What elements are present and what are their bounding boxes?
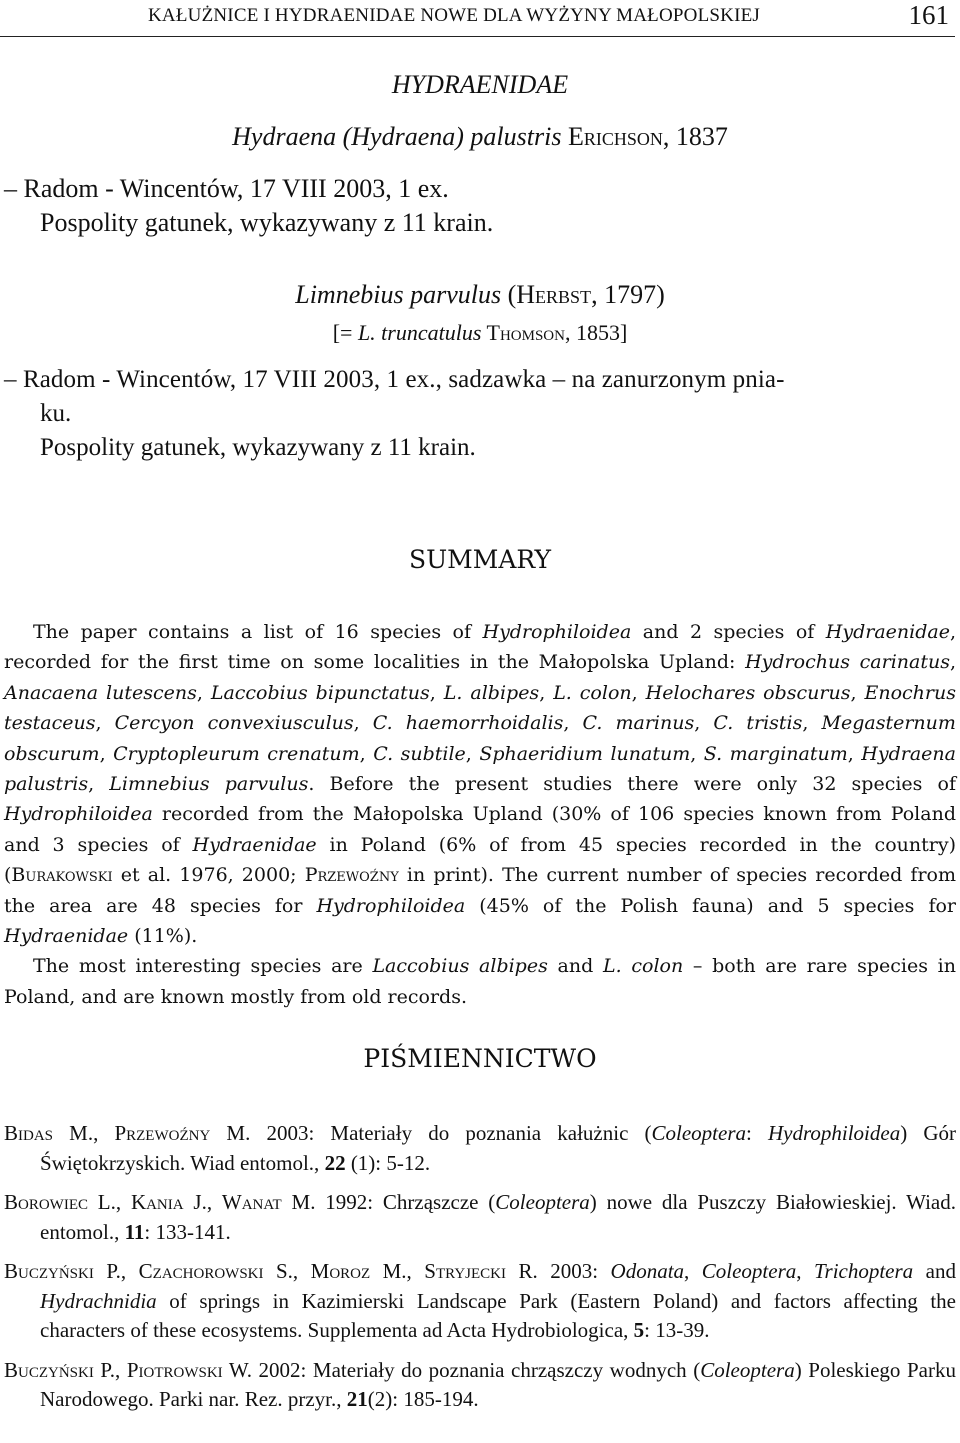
reference-item — [4, 1188, 956, 1247]
summary-text-run: , — [429, 681, 444, 704]
taxon-name: L. albipes — [443, 681, 540, 704]
running-header — [0, 0, 955, 37]
taxon-name: Laccobius bipunctatus — [210, 681, 430, 704]
ref-volume: 11 — [124, 1219, 145, 1244]
ref-text: 2002: Materiały do poznania chrząszczy wodnych ( — [251, 1357, 701, 1382]
summary-text-run: , — [850, 681, 865, 704]
summary-text-run: , — [196, 681, 211, 704]
ref-initials: R. — [505, 1259, 538, 1283]
ref-initials: S., — [263, 1259, 311, 1283]
ref-author: Przewoźny — [114, 1121, 211, 1145]
ref-initials: M. — [281, 1190, 316, 1214]
species-1-title — [0, 122, 960, 152]
ref-author: Borowiec — [4, 1190, 88, 1214]
summary-text-run: , — [694, 712, 714, 735]
summary-text-run: , recorded for the first time on some localities in the Małopolska Upland: — [4, 621, 956, 674]
summary-text-run: , — [359, 742, 374, 765]
ref-volume: 5 — [633, 1318, 645, 1342]
ref-text: (1): 5-12. — [345, 1150, 431, 1175]
ref-author: Buczyński — [4, 1357, 94, 1382]
ref-author: Buczyński — [4, 1259, 94, 1283]
taxon-name: Hydrochus carinatus — [745, 651, 950, 674]
species-2-title — [0, 280, 960, 310]
taxon-name: Megasternum obscurum — [4, 712, 956, 765]
ref-text: 1992: Chrząszcze ( — [315, 1190, 496, 1214]
taxon-name: C. subtile — [373, 742, 466, 765]
reference-item — [4, 1119, 956, 1178]
summary-text-run: recorded from the Małopolska Upland (30% of 106 species known from Poland and 3 species of — [4, 803, 956, 856]
ref-initials: P., — [93, 1259, 139, 1283]
ref-taxon: Coleoptera — [495, 1190, 590, 1214]
taxon-name: Hydraenidae — [4, 925, 129, 948]
summary-text-run: , — [465, 742, 480, 765]
ref-taxon: Coleoptera — [700, 1357, 795, 1382]
taxon-name: Hydraenidae — [825, 621, 950, 643]
summary-text-run: , — [802, 712, 822, 735]
summary-text-run: (11%). — [128, 925, 198, 948]
ref-text: ) Gór Świętokrzyskich. Wiad entomol., — [40, 1121, 956, 1175]
ref-author: Bidas — [4, 1121, 54, 1145]
family-name: HYDRAENIDAE — [391, 70, 569, 99]
summary-text-run: , — [88, 773, 110, 796]
species-2-record-line-2: ku. — [40, 400, 72, 427]
summary-text-run: , — [353, 712, 373, 735]
summary-text-run: , — [847, 742, 862, 765]
references-heading: PIŚMIENNICTWO — [363, 1044, 597, 1073]
taxon-name: Enochrus testaceus — [4, 681, 956, 735]
ref-author: Moroz — [310, 1259, 371, 1283]
taxon-name: Hydrophiloidea — [4, 803, 153, 826]
summary-text-run: (45% of the Polish fauna) and 5 species for — [465, 894, 956, 917]
ref-initials: M. — [210, 1121, 251, 1145]
taxon-name: Limnebius parvulus — [109, 773, 309, 796]
synonym-close: , 1853] — [564, 320, 628, 345]
taxon-name: Hydrophiloidea — [482, 621, 632, 643]
ref-taxon: Trichoptera — [814, 1259, 914, 1283]
species-1-year: , 1837 — [662, 122, 728, 151]
species-2-synonym — [0, 320, 960, 346]
summary-text-run: – both are rare species in Poland, and are known mostly from old records. — [4, 955, 956, 1008]
ref-text: 2003: Materiały do poznania kałużnic ( — [250, 1121, 652, 1145]
summary-text-run: et al. 1976, 2000; — [112, 864, 305, 887]
species-1-author: Erichson — [567, 122, 663, 151]
summary-text-run: The most interesting species are — [33, 955, 373, 978]
ref-author: Czachorowski — [138, 1259, 264, 1283]
ref-text: ) nowe dla Puszczy Białowieskiej. Wiad. entomol., — [40, 1190, 956, 1244]
species-2-name: Limnebius parvulus — [295, 280, 502, 309]
species-2-author-open: ( — [501, 280, 517, 309]
cited-author: Przewoźny — [304, 864, 399, 887]
ref-text: , — [796, 1259, 814, 1283]
synonym-open: [= — [332, 320, 358, 345]
species-2-author: Herbst — [516, 280, 592, 309]
ref-initials: J., — [183, 1190, 222, 1214]
taxon-name: C. marinus — [582, 712, 695, 735]
ref-initials: W. — [222, 1357, 252, 1382]
ref-text: of springs in Kazimierski Landscape Park (Eastern Poland) and factors affecting the characters of these ecosystems. Supplementa ad Acta Hydrobiologica, — [40, 1288, 956, 1342]
page-number: 161 — [908, 0, 949, 30]
synonym-name: L. truncatulus — [357, 320, 482, 345]
taxon-name: Anacaena lutescens — [4, 681, 197, 704]
summary-text-run: and 2 species of — [631, 621, 826, 643]
taxon-name: Laccobius albipes — [372, 955, 548, 978]
reference-item — [4, 1356, 956, 1415]
reference-item — [4, 1257, 956, 1346]
taxon-name: C. tristis — [713, 712, 803, 735]
ref-volume: 22 — [324, 1150, 346, 1175]
ref-text: (2): 185-194. — [367, 1387, 479, 1411]
ref-author: Wanat — [221, 1190, 282, 1214]
summary-text-run: and — [547, 955, 603, 978]
ref-text: , — [684, 1259, 702, 1283]
species-1-name: Hydraena (Hydraena) palustris — [232, 122, 562, 151]
synonym-author: Thomson — [481, 320, 565, 345]
taxon-name: Cercyon convexiusculus — [114, 712, 354, 735]
ref-taxon: Coleoptera — [651, 1121, 747, 1145]
running-title: KAŁUŻNICE I HYDRAENIDAE NOWE DLA WYŻYNY MAŁOPOLSKIEJ — [148, 5, 760, 26]
summary-text-run: . Before the present studies there were only 32 species of — [308, 773, 956, 796]
species-2-note: Pospolity gatunek, wykazywany z 11 krain. — [40, 434, 476, 461]
summary-text-run: , — [949, 651, 957, 674]
reference-list — [4, 1119, 956, 1425]
summary-text — [4, 617, 956, 1012]
summary-heading: SUMMARY — [408, 545, 551, 574]
species-1-record: – Radom - Wincentów, 17 VIII 2003, 1 ex. — [4, 174, 449, 203]
species-1-note: Pospolity gatunek, wykazywany z 11 krain. — [40, 208, 494, 237]
ref-text: ) Poleskiego Parku Narodowego. Parki nar. Rez. przyr., — [40, 1357, 956, 1411]
taxon-name: Hydraena palustris — [4, 742, 956, 796]
summary-text-run: in Poland (6% of from 45 species recorded in the country) ( — [4, 833, 956, 887]
ref-initials: P., — [93, 1357, 127, 1382]
taxon-name: Hydraenidae — [192, 833, 317, 856]
summary-text-run: , — [99, 742, 114, 765]
ref-text: : 13-39. — [644, 1318, 710, 1342]
ref-author: Piotrowski — [126, 1357, 223, 1382]
ref-text: 2003: — [537, 1259, 611, 1283]
ref-initials: M., — [53, 1121, 115, 1145]
taxon-name: L. colon — [553, 681, 632, 704]
summary-paragraph-1 — [4, 617, 956, 951]
cited-author: Burakowski — [11, 864, 113, 887]
summary-text-run: , — [95, 712, 115, 735]
ref-text: and — [913, 1259, 956, 1283]
ref-initials: M., — [370, 1259, 425, 1283]
taxon-name: L. colon — [603, 955, 684, 978]
ref-author: Stryjecki — [424, 1259, 506, 1283]
taxon-name: Hydrophiloidea — [316, 894, 466, 917]
taxon-name: C. haemorrhoidalis — [372, 712, 564, 735]
summary-text-run: in print). The current number of species recorded from the area are 48 species for — [4, 864, 957, 917]
ref-initials: L., — [88, 1190, 131, 1214]
taxon-name: Cryptopleurum crenatum — [113, 742, 360, 765]
taxon-name: Helochares obscurus — [645, 681, 851, 704]
ref-taxon: Hydrophiloidea — [767, 1121, 901, 1145]
ref-author: Kania — [130, 1190, 184, 1214]
ref-taxon: Coleoptera — [701, 1259, 797, 1283]
family-heading — [0, 70, 960, 100]
ref-taxon: Hydrachnidia — [40, 1288, 157, 1313]
ref-taxon: Odonata — [610, 1259, 685, 1283]
taxon-name: S. marginatum — [703, 742, 848, 765]
summary-text-run: , — [690, 742, 704, 765]
ref-text: : — [746, 1121, 768, 1145]
ref-text: : 133-141. — [144, 1219, 231, 1244]
summary-text-run: , — [539, 681, 554, 704]
ref-volume: 21 — [346, 1387, 368, 1411]
taxon-name: Sphaeridium lunatum — [479, 742, 691, 765]
summary-text-run: , — [631, 681, 646, 704]
species-2-year: , 1797) — [591, 280, 665, 309]
summary-text-run: , — [563, 712, 583, 735]
species-2-record-line-1: – Radom - Wincentów, 17 VIII 2003, 1 ex., sadzawka – na zanurzonym pnia- — [4, 366, 785, 393]
summary-text-run: The paper contains a list of 16 species of — [33, 621, 483, 643]
summary-paragraph-2 — [4, 951, 956, 1012]
